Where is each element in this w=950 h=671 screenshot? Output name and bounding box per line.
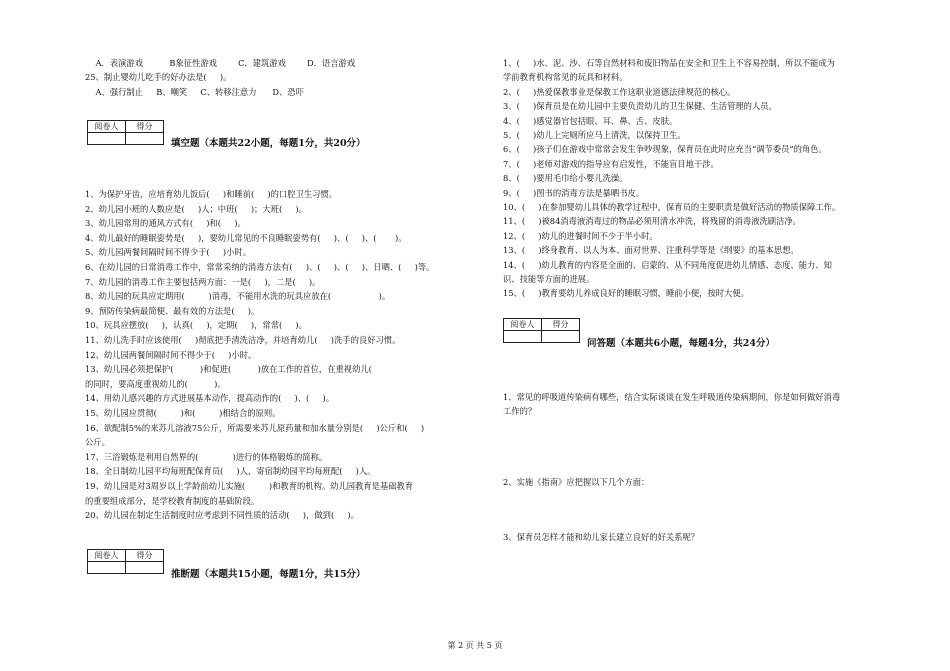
fill-question-line: 4、幼儿最好的睡眠姿势是( )，要幼儿常见的不良睡眠姿势有( )、( )、( )。 [85,232,407,243]
fill-question-line: 9、预防传染病最简便、最有效的方法是( )。 [85,305,260,316]
judge-question-line: 9、( )图书的消毒方法是暴晒书皮。 [503,187,645,198]
score-cell [542,331,580,343]
fill-question-line: 的重要组成部分，是学校教育制度的基础阶段。 [85,495,260,506]
grader-label: 阅卷人 [88,121,126,133]
judge-question-line: 11、( )被84消毒液消毒过的物品必须用清水冲洗，将残留的消毒液洗刷洁净。 [503,216,801,227]
fill-question-line: 公斤。 [85,437,110,448]
qa-question-2: 2、实施《指南》应把握以下几个方面： [503,477,650,487]
fill-question-line: 16、欲配制5%的来苏儿溶液75公斤，所需要来苏儿原药量和加水量分别是( )公斤和( ) [85,422,425,433]
score-label: 得分 [542,319,580,331]
fill-question-line: 15、幼儿园应贯彻( )和( )相结合的原则。 [85,408,281,418]
fill-question-line: 5、幼儿园两餐间隔时间不得少于( )小时。 [85,247,251,258]
qa-question-1-cont: 工作的？ [503,406,537,416]
judge-question-line: 学前教育机构常见的玩具和材料。 [503,72,628,83]
fill-question-line: 1、为保护牙齿，应培育幼儿饭后( )和睡前( )的口腔卫生习惯。 [85,189,338,199]
section-title-judge: 推断题（本题共15小题，每题1分，共15分） [171,569,366,580]
score-label: 得分 [126,550,164,562]
fill-question-line: 18、全日制幼儿园平均每班配保育员( )人，寄宿制幼园平均每班配( )人。 [85,466,376,477]
fill-question-line: 13、幼儿园必须把保护( )和促进( )放在工作的首位，在重视幼儿( [85,364,372,375]
score-cell [126,133,164,145]
fill-question-line: 11、幼儿洗手时应该使用( )彻底把手清洗洁净，并培育幼儿( )洗手的良好习惯。 [85,335,401,345]
judge-question-line: 8、( )要用毛巾给小婴儿洗澡。 [503,173,628,184]
judge-question-line: 6、( )孩子们在游戏中常常会发生争吵现象，保育员在此时应充当“调节委员”的角色。 [503,144,827,155]
choice-options-24: A．表演游戏 B象征性游戏 C．建筑游戏 D．语言游戏 [85,58,356,68]
judge-question-line: 10、( )在参加婴幼儿具体的教学过程中，保育员的主要职责是做好活动的物质保障工作。 [503,202,841,212]
grader-label: 阅卷人 [88,550,126,562]
score-box-qa [503,318,580,343]
judge-question-line: 4、( )感觉器官包括眼、耳、鼻、舌、皮肤。 [503,115,678,126]
fill-question-line: 17、三浴锻炼是利用自然界的( )进行的体格锻炼的简称。 [85,451,328,462]
judge-question-line: 1、( )水、泥、沙、石等自然材料和废旧物品在安全和卫生上不容易控制，所以不能成为 [503,58,835,68]
fill-question-line: 20、幼儿园在制定生活制度时应考虑到不同性质的活动( )，做到( )。 [85,510,359,521]
fill-question-line: 3、幼儿园常用的通风方式有( )和( )。 [85,218,246,229]
section-title-qa: 问答题（本题共6小题，每题4分，共24分） [587,338,775,349]
qa-question-3: 3、保育员怎样才能和幼儿家长建立良好的好关系呢？ [503,532,700,542]
judge-question-line: 13、( )终身教育、以人为本、面对世界、注重科学等是《纲要》的基本思想。 [503,245,799,256]
grader-cell [504,331,542,343]
choice-options-25: A、强行制止 B、嘲笑 C、转移注意力 D、恐吓 [85,87,304,97]
grader-cell [88,133,126,145]
fill-question-line: 19、幼儿园是对3周岁以上学龄前幼儿实施( )和教育的机构。幼儿园教育是基础教育 [85,481,414,491]
score-box-judge [87,549,164,574]
judge-question-line: 7、( )老师对游戏的指导应有启发性，不能盲目地干涉。 [503,158,719,169]
score-label: 得分 [126,121,164,133]
judge-question-line: 12、( )幼儿的进餐时间不少于半小时。 [503,230,658,241]
judge-question-line: 5、( )幼儿上完厕所应马上清洗，以保持卫生。 [503,130,686,140]
section-title-fill: 填空题（本题共22小题，每题1分，共20分） [171,138,366,149]
judge-question-line: 14、( )幼儿教育的内容是全面的、启蒙的、从不同角度促进幼儿情感、态度、能力、知 [503,259,832,270]
judge-question-line: 3、( )保育员是在幼儿园中主要负责幼儿的卫生保健、生活管理的人员。 [503,101,777,112]
fill-question-line: 12、幼儿园两餐间隔时间不得少于( )小时。 [85,349,257,360]
grader-label: 阅卷人 [504,319,542,331]
fill-question-line: 7、幼儿园的消毒工作主要包括两方面：一是( )，二是( )。 [85,276,321,287]
page-footer: 第 2 页 共 5 页 [447,641,503,650]
qa-question-1: 1、常见的呼吸道传染病有哪些，结合实际谈谈在发生呼吸道传染病期间，你是如何做好消毒 [503,392,841,402]
fill-question-line: 6、在幼儿园的日常消毒工作中，常常采纳的消毒方法有( )、( )、( )、日晒、( )等。 [85,262,435,272]
fill-question-line: 2、幼儿园小班的人数应是( )人；中班( )；大班( )。 [85,203,307,214]
judge-question-line: 2、( )热爱保教事业是保教工作这职业道德法律规范的核心。 [503,86,736,97]
fill-question-line: 10、玩具应摆放( )，认真( )，定期( )，常常( )。 [85,320,307,331]
score-box-fill [87,120,164,145]
fill-question-line: 8、幼儿园的玩具应定期用( )消毒，不能用水洗的玩具应放在( )。 [85,291,391,302]
fill-question-line: 14、用幼儿感兴趣的方式进展基本动作，提高动作的( )、( )。 [85,393,335,404]
score-cell [126,562,164,574]
judge-question-line: 识、技能等方面的进展。 [503,274,595,284]
question-25: 25、制止婴幼儿吃手的好办法是( )。 [85,72,232,82]
judge-question-line: 15、( )教育要幼儿养成良好的睡眠习惯，睡前小便，按时大便。 [503,288,749,299]
grader-cell [88,562,126,574]
fill-question-line: 的同时，要高度重视幼儿的( )。 [85,378,226,389]
